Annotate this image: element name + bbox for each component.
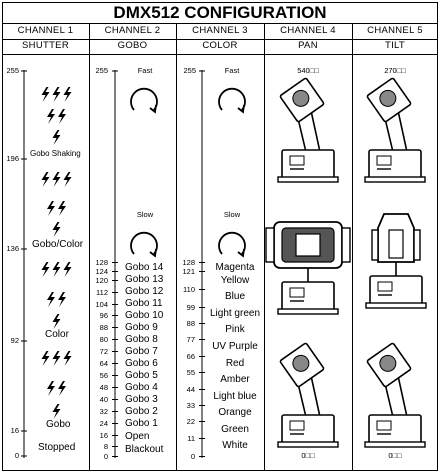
gobo-tick: 72 — [99, 347, 108, 356]
gobo-tick: 88 — [99, 323, 108, 332]
color-item: Red — [225, 358, 245, 369]
gobo-item: Gobo 9 — [125, 322, 158, 333]
gobo-tick: 128 — [95, 258, 108, 267]
gobo-tick: 80 — [99, 335, 108, 344]
gobo-slow-label: Slow — [136, 210, 154, 219]
gobo-tick: 104 — [95, 300, 108, 309]
color-item: Light green — [209, 308, 261, 319]
moving-head-icon — [280, 343, 325, 388]
moving-head-icon — [280, 78, 325, 123]
gobo-tick: 112 — [96, 288, 108, 297]
shutter-tick: 196 — [6, 154, 19, 163]
gobo-item: Gobo 7 — [125, 346, 158, 357]
color-item: Green — [221, 424, 249, 435]
shutter-color-label: Color — [45, 329, 69, 340]
gobo-item: Gobo 10 — [125, 310, 164, 321]
channel-5-function: TILT — [384, 40, 406, 51]
color-slow-label: Slow — [223, 210, 241, 219]
channel-4-header: CHANNEL 4 — [280, 25, 336, 36]
gobo-item: Blackout — [125, 444, 164, 455]
gobo-top-tick: 255 — [95, 66, 108, 75]
channel-3-function: COLOR — [202, 40, 238, 51]
color-item: UV Purple — [212, 341, 258, 352]
color-tick: 55 — [186, 368, 195, 377]
gobo-item: Gobo 1 — [125, 418, 158, 429]
gobo-tick: 8 — [103, 442, 108, 451]
color-tick: 110 — [183, 285, 195, 294]
gobo-tick: 64 — [99, 359, 108, 368]
gobo-tick: 0 — [103, 452, 108, 461]
fixture-display — [290, 288, 304, 297]
color-item: Orange — [218, 407, 252, 418]
fixture-display — [377, 421, 391, 430]
fixture-display — [290, 421, 304, 430]
gobo-tick: 40 — [99, 395, 108, 404]
sheet-title: DMX512 CONFIGURATION — [2, 2, 438, 24]
channel-3-header: CHANNEL 3 — [192, 25, 248, 36]
color-tick: 66 — [186, 352, 195, 361]
gobo-tick: 96 — [99, 311, 108, 320]
shutter-stopped-label: Stopped — [38, 442, 76, 453]
channel-4-function: PAN — [298, 40, 318, 51]
fixture-display — [378, 282, 392, 291]
color-item: Pink — [225, 324, 245, 335]
color-tick: 88 — [186, 319, 195, 328]
pan-top-value: 540□□ — [297, 66, 319, 75]
gobo-item: Gobo 4 — [125, 382, 158, 393]
color-tick: 77 — [186, 335, 195, 344]
gobo-tick: 48 — [99, 383, 108, 392]
color-tick: 33 — [186, 401, 195, 410]
color-tick: 128 — [182, 258, 195, 267]
gobo-item: Gobo 13 — [125, 274, 164, 285]
gobo-tick: 32 — [99, 407, 108, 416]
gobo-item: Gobo 8 — [125, 334, 158, 345]
channel-1-function: SHUTTER — [22, 40, 69, 51]
color-item: Blue — [224, 291, 245, 302]
shutter-tick: 255 — [6, 66, 19, 75]
gobo-item: Gobo 11 — [125, 298, 163, 309]
gobo-tick: 24 — [99, 419, 108, 428]
gobo-fast-label: Fast — [137, 66, 153, 75]
color-item: Light blue — [213, 391, 257, 402]
color-tick: 121 — [182, 267, 195, 276]
fixture-display — [290, 156, 304, 165]
shutter-tick: 0 — [14, 451, 19, 460]
tilt-bottom-value: 0□□ — [388, 451, 402, 460]
color-top-tick: 255 — [183, 66, 196, 75]
color-tick: 44 — [186, 385, 195, 394]
color-tick: 99 — [186, 303, 195, 312]
moving-head-icon — [367, 343, 412, 388]
shutter-gobo-label: Gobo — [46, 419, 71, 430]
color-fast-label: Fast — [224, 66, 240, 75]
gobo-item: Gobo 3 — [125, 394, 158, 405]
gobo-item: Gobo 14 — [125, 262, 164, 273]
gobo-tick: 120 — [95, 276, 108, 285]
color-item: Magenta — [215, 262, 255, 273]
gobo-item: Gobo 5 — [125, 370, 158, 381]
color-tick: 11 — [187, 434, 195, 443]
fixture-display — [377, 156, 391, 165]
color-item: Amber — [220, 374, 250, 385]
moving-head-icon — [367, 78, 412, 123]
gobo-item: Gobo 6 — [125, 358, 158, 369]
gobo-tick: 56 — [99, 371, 108, 380]
shutter-tick: 92 — [10, 336, 19, 345]
color-item: White — [222, 440, 248, 451]
channel-5-header: CHANNEL 5 — [367, 25, 423, 36]
shutter-gobo-shaking-label: Gobo Shaking — [30, 149, 81, 158]
shutter-gobo-color-label: Gobo/Color — [32, 239, 84, 250]
tilt-top-value: 270□□ — [384, 66, 406, 75]
shutter-tick: 136 — [6, 244, 19, 253]
channel-1-header: CHANNEL 1 — [17, 25, 74, 36]
gobo-tick: 124 — [95, 267, 108, 276]
shutter-tick: 16 — [10, 426, 19, 435]
channel-2-header: CHANNEL 2 — [104, 25, 161, 36]
gobo-item: Gobo 12 — [125, 286, 164, 297]
channel-2-function: GOBO — [117, 40, 148, 51]
color-item: Yellow — [220, 275, 250, 286]
gobo-tick: 16 — [99, 431, 108, 440]
color-tick: 22 — [186, 417, 195, 426]
pan-bottom-value: 0□□ — [301, 451, 315, 460]
gobo-item: Gobo 2 — [125, 406, 158, 417]
color-tick: 0 — [190, 452, 195, 461]
gobo-item: Open — [125, 431, 150, 442]
